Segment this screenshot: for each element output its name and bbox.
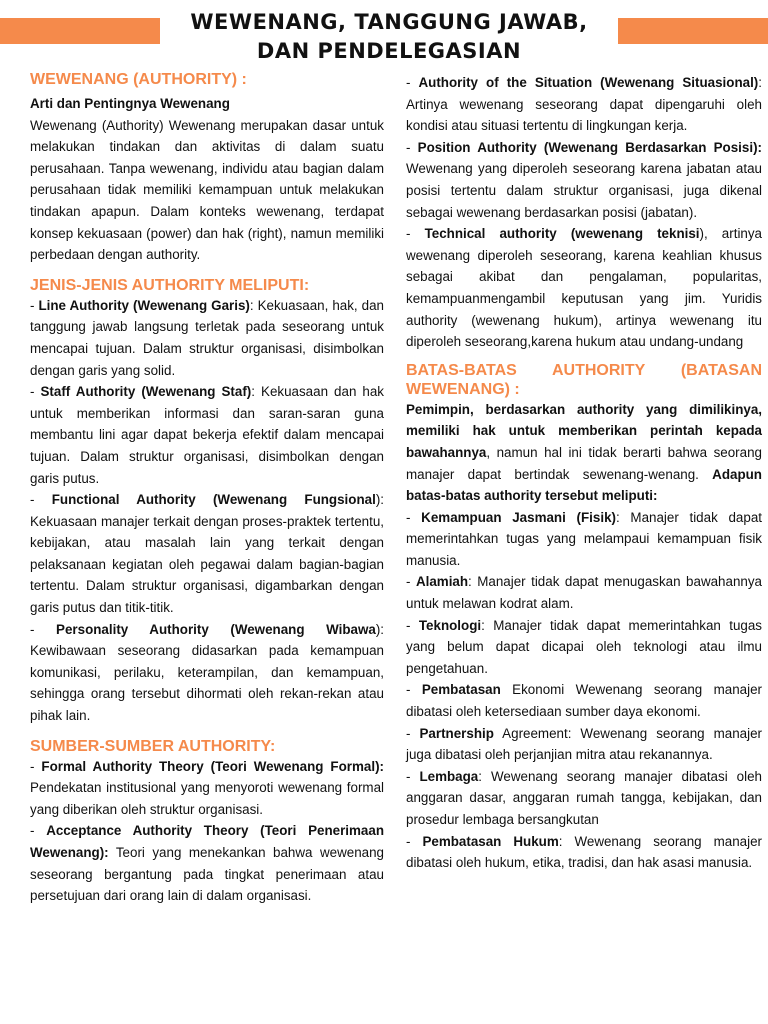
list-item: - Partnership Agreement: Wewenang seorang manajer juga dibatasi oleh perjanjian mitra atau rekanannya. bbox=[406, 725, 762, 763]
list-item-label: Position Authority (Wewenang Berdasarkan Posisi): bbox=[417, 139, 762, 155]
types-list bbox=[30, 295, 384, 727]
intro-text: , namun hal ini tidak berarti bahwa seorang manajer dapat bertindak sewenang-wenang. bbox=[406, 444, 762, 482]
list-item-text: ): Kekuasaan manajer terkait dengan proses-praktek tertentu, kebijakan, atau masalah lain yang terkait dengan pelaksanaan kegiatan oleh pegawai dalam bagian-bagian tertentu. Dalam struktur organisasi, digambarkan dengan garis putus dan titik-titik. bbox=[30, 492, 384, 616]
left-column bbox=[30, 70, 384, 907]
list-item-text: : Manajer tidak dapat memerintahkan tugas yang belum dapat dicapai oleh teknologi atau ilmu pengetahuan. bbox=[406, 617, 762, 676]
list-item-text: : Kekuasaan, hak, dan tanggung jawab langsung terletak pada seseorang untuk mencapai tujuan. Dalam struktur organisasi, disimbolkan dengan garis yang solid. bbox=[30, 297, 384, 378]
list-item: - Acceptance Authority Theory (Teori Penerimaan Wewenang): Teori yang menekankan bahwa wewenang seseorang bergantung pada tingkat penerimaan atau persetujuan dari orang lain di dalam organisasi. bbox=[30, 823, 385, 904]
list-item-label: Technical authority (wewenang teknisi bbox=[424, 226, 700, 242]
list-item-label: Acceptance Authority Theory (Teori Penerimaan Wewenang): bbox=[30, 823, 385, 860]
list-item-label: Pembatasan bbox=[421, 682, 501, 698]
heading-batas: BATAS-BATAS AUTHORITY (BATASAN WEWENANG) : bbox=[406, 361, 762, 398]
list-item: - Pembatasan Hukum: Wewenang seorang manajer dibatasi oleh hukum, etika, tradisi, dan hak asasi manusia. bbox=[406, 833, 762, 871]
list-item-label: Partnership bbox=[419, 725, 494, 741]
list-item-text: Pendekatan institusional yang menyoroti wewenang formal yang diberikan oleh struktur organisasi. bbox=[30, 780, 384, 817]
heading-sumber: SUMBER-SUMBER AUTHORITY: bbox=[30, 737, 276, 755]
list-item-label: Line Authority (Wewenang Garis) bbox=[38, 297, 250, 313]
list-item: - Functional Authority (Wewenang Fungsional): Kekuasaan manajer terkait dengan proses-praktek tertentu, kebijakan, atau masalah lain yang terkait dengan pelaksanaan kegiatan oleh pegawai dalam bagian-bagian tertentu. Dalam struktur organisasi, digambarkan dengan garis putus dan titik-titik. bbox=[30, 492, 384, 616]
list-item-text: : Kekuasaan dan hak untuk memberikan informasi dan saran-saran guna membantu lini agar dapat bekerja efektif dalam mencapai tujuan. Dalam struktur organisasi, disimbolkan dengan garis putus. bbox=[30, 384, 385, 486]
list-item: - Lembaga: Wewenang seorang manajer dibatasi oleh anggaran dasar, anggaran rumah tangga, kebijakan, dan prosedur lembaga bersangkutan bbox=[406, 768, 762, 827]
list-item: - Line Authority (Wewenang Garis): Kekuasaan, hak, dan tanggung jawab langsung terletak pada seseorang untuk mencapai tujuan. Dalam struktur organisasi, disimbolkan dengan garis yang solid. bbox=[30, 297, 384, 378]
list-item-text: : Artinya wewenang seseorang dapat dipengaruhi oleh kondisi atau situasi tertentu di lingkungan kerja. bbox=[406, 75, 762, 134]
limits-list bbox=[406, 507, 762, 874]
list-item: - Pembatasan Ekonomi Wewenang seorang manajer dibatasi oleh ketersediaan sumber daya ekonomi. bbox=[406, 682, 763, 720]
paragraph-wewenang: Wewenang (Authority) Wewenang merupakan dasar untuk melakukan tindakan dan aktivitas di dalam suatu perusahaan. Tanpa wewenang, individu atau bagian dalam perusahaan tidak memiliki kemampuan untuk melakukan tindakan apapun. Dalam konteks wewenang, terdapat konsep kekuasaan (power) dan hak (right), namun memiliki perbedaan dengan authority. bbox=[30, 117, 384, 263]
page-title-line-2: DAN PENDELEGASIAN bbox=[256, 39, 522, 63]
page-title bbox=[160, 8, 618, 66]
intro-bold-2: Adapun batas-batas authority tersebut meliputi: bbox=[406, 466, 762, 504]
list-item-label: Kemampuan Jasmani (Fisik) bbox=[421, 509, 616, 525]
list-item: - Kemampuan Jasmani (Fisik): Manajer tidak dapat memerintahkan tugas yang melampaui kemampuan fisik manusia. bbox=[406, 509, 762, 568]
right-column bbox=[406, 72, 762, 874]
title-accent-right bbox=[618, 18, 768, 44]
list-item-text: : Manajer tidak dapat memerintahkan tugas yang melampaui kemampuan fisik manusia. bbox=[406, 509, 762, 568]
list-item-label: Functional Authority (Wewenang Fungsional bbox=[51, 492, 376, 508]
list-item-label: Authority of the Situation (Wewenang Situasional) bbox=[418, 75, 759, 90]
list-item-text: : Manajer tidak dapat menugaskan bawahannya untuk melawan kodrat alam. bbox=[406, 574, 762, 612]
paragraph-batas-intro bbox=[406, 399, 762, 507]
list-item-label: Alamiah bbox=[415, 574, 469, 590]
sources-list bbox=[30, 756, 384, 907]
list-item-text: ): Kewibawaan seseorang didasarkan pada kemampuan komunikasi, perilaku, keterampilan, dan kemampuan, sehingga orang tersebut dihormati oleh rekan-rekan atau pihak lain. bbox=[30, 621, 384, 724]
list-item-text: Ekonomi Wewenang seorang manajer dibatasi oleh ketersediaan sumber daya ekonomi. bbox=[406, 682, 763, 720]
title-accent-left bbox=[0, 18, 160, 44]
list-item-text: Teori yang menekankan bahwa wewenang seseorang bergantung pada tingkat penerimaan atau persetujuan dari orang lain di dalam organisasi. bbox=[30, 845, 384, 904]
heading-jenis: JENIS-JENIS AUTHORITY MELIPUTI: bbox=[30, 276, 310, 294]
intro-bold-1: Pemimpin, berdasarkan authority yang dimilikinya, memiliki hak untuk memberikan perintah kepada bawahannya bbox=[406, 401, 762, 460]
list-item: - Authority of the Situation (Wewenang Situasional): Artinya wewenang seseorang dapat dipengaruhi oleh kondisi atau situasi tertentu di lingkungan kerja. bbox=[406, 75, 762, 134]
list-item-text: Wewenang yang diperoleh seseorang karena jabatan atau posisi tertentu dalam struktur organisasi, juga dikenal sebagai wewenang berdasarkan posisi (jabatan). bbox=[406, 161, 762, 220]
heading-wewenang: WEWENANG (AUTHORITY) : bbox=[30, 71, 247, 88]
page-title-line-1: WEWENANG, TANGGUNG JAWAB, bbox=[190, 10, 588, 34]
list-item-label: Staff Authority (Wewenang Staf) bbox=[40, 384, 252, 400]
list-item: - Personality Authority (Wewenang Wibawa): Kewibawaan seseorang didasarkan pada kemampuan komunikasi, perilaku, keterampilan, dan kemampuan, sehingga orang tersebut dihormati oleh rekan-rekan atau pihak lain. bbox=[30, 621, 384, 724]
list-item-label: Formal Authority Theory (Teori Wewenang Formal): bbox=[41, 758, 384, 774]
list-item: - Staff Authority (Wewenang Staf): Kekuasaan dan hak untuk memberikan informasi dan saran-saran guna membantu lini agar dapat bekerja efektif dalam mencapai tujuan. Dalam struktur organisasi, disimbolkan dengan garis putus. bbox=[30, 384, 385, 486]
list-item-label: Pembatasan Hukum bbox=[422, 833, 559, 849]
list-item: - Formal Authority Theory (Teori Wewenang Formal): Pendekatan institusional yang menyoroti wewenang formal yang diberikan oleh struktur organisasi. bbox=[30, 758, 384, 817]
list-item-text: Agreement: Wewenang seorang manajer juga dibatasi oleh perjanjian mitra atau rekanannya. bbox=[406, 725, 762, 763]
list-item: - Alamiah: Manajer tidak dapat menugaskan bawahannya untuk melawan kodrat alam. bbox=[406, 574, 762, 612]
list-item-label: Personality Authority (Wewenang Wibawa bbox=[56, 621, 376, 637]
list-item: - Technical authority (wewenang teknisi), artinya wewenang diperoleh seseorang, karena keahlian khusus sebagai akibat dan pengalaman, popularitas, kemampuanmengambil keputusan yang jim. Yuridis authority (wewenang hukum), artinya wewenang itu diperoleh seseorang,karena hukum atau undang-undang bbox=[406, 226, 763, 350]
list-item-text: ), artinya wewenang diperoleh seseorang, karena keahlian khusus sebagai akibat dan pengalaman, popularitas, kemampuanmengambil keputusan yang jim. Yuridis authority (wewenang hukum), artinya wewenang itu diperoleh seseorang,karena hukum atau undang-undang bbox=[406, 226, 763, 350]
list-item: - Teknologi: Manajer tidak dapat memerintahkan tugas yang belum dapat dicapai oleh teknologi atau ilmu pengetahuan. bbox=[406, 617, 762, 676]
list-item: - Position Authority (Wewenang Berdasarkan Posisi): Wewenang yang diperoleh seseorang karena jabatan atau posisi tertentu dalam struktur organisasi, juga dikenal sebagai wewenang berdasarkan posisi (jabatan). bbox=[406, 139, 762, 220]
sources-list-continued bbox=[406, 72, 762, 353]
list-item-label: Teknologi bbox=[418, 617, 482, 633]
list-item-text: : Wewenang seorang manajer dibatasi oleh anggaran dasar, anggaran rumah tangga, kebijakan, dan prosedur lembaga bersangkutan bbox=[406, 768, 762, 827]
list-item-text: : Wewenang seorang manajer dibatasi oleh hukum, etika, tradisi, dan hak asasi manusia. bbox=[406, 833, 762, 871]
list-item-label: Lembaga bbox=[419, 768, 479, 784]
subheading-arti: Arti dan Pentingnya Wewenang bbox=[30, 96, 230, 111]
